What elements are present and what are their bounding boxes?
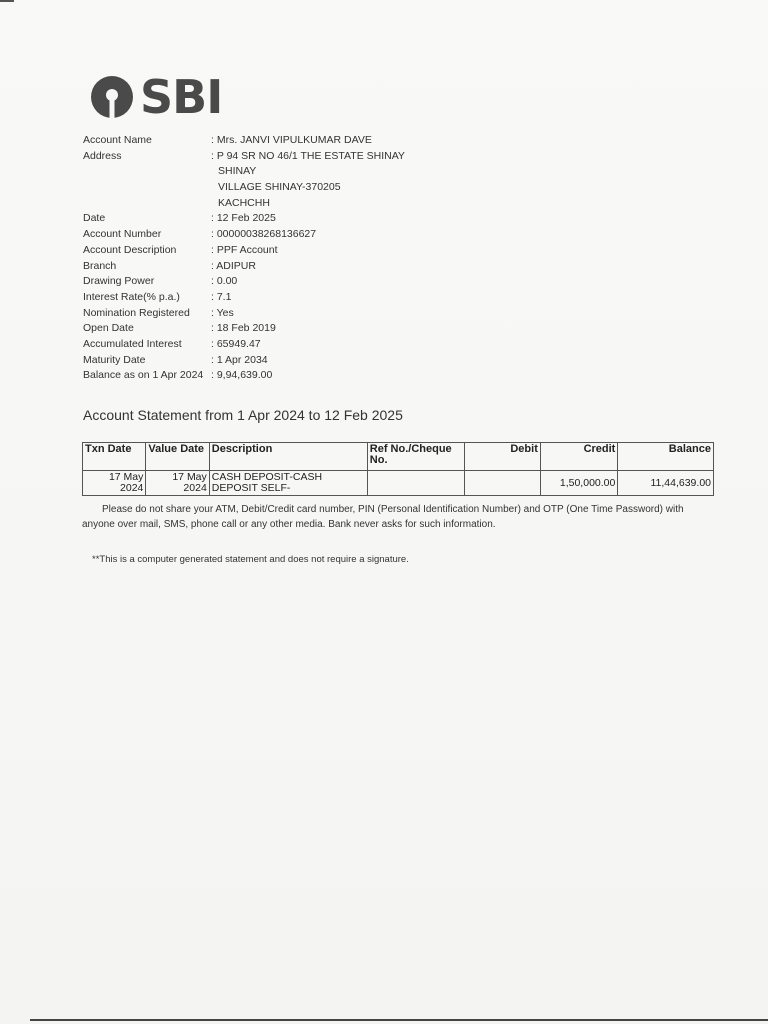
- cell-value-date: 17 May 2024: [146, 471, 209, 496]
- info-label: Interest Rate(% p.a.): [83, 290, 180, 303]
- cell-description: CASH DEPOSIT-CASH DEPOSIT SELF-: [209, 471, 367, 496]
- sbi-logo-text: SBI: [140, 70, 223, 124]
- header-description: Description: [209, 443, 367, 471]
- cell-ref-no: [367, 471, 465, 496]
- info-value: : 1 Apr 2034: [211, 353, 268, 366]
- info-value: KACHCHH: [218, 196, 270, 209]
- info-value: : Yes: [211, 306, 234, 319]
- info-value: : 0.00: [211, 275, 238, 288]
- info-value: : Mrs. JANVI VIPULKUMAR DAVE: [211, 134, 372, 146]
- header-credit: Credit: [540, 443, 617, 471]
- info-value: : P 94 SR NO 46/1 THE ESTATE SHINAY: [211, 149, 405, 162]
- info-value: : 7.1: [211, 290, 232, 303]
- info-value: SHINAY: [218, 165, 257, 178]
- table-row: [83, 471, 714, 496]
- info-label: Drawing Power: [83, 275, 155, 288]
- info-label: Account Name: [83, 134, 152, 146]
- info-value: : 65949.47: [211, 337, 261, 350]
- transaction-table: [82, 442, 714, 496]
- header-txn-date: Txn Date: [83, 443, 146, 471]
- info-label: Account Number: [83, 228, 162, 241]
- info-value: : 9,94,639.00: [211, 369, 273, 382]
- info-value: VILLAGE SHINAY-370205: [218, 181, 341, 194]
- header-debit: Debit: [465, 443, 540, 471]
- info-label: Balance as on 1 Apr 2024: [83, 369, 204, 382]
- info-value: : 00000038268136627: [211, 228, 317, 241]
- info-label: Open Date: [83, 322, 134, 335]
- scan-mark: [0, 0, 14, 2]
- info-value: : ADIPUR: [211, 259, 256, 272]
- info-label: Account Description: [83, 243, 177, 256]
- info-value: : 12 Feb 2025: [211, 212, 276, 225]
- sbi-logo: [90, 70, 223, 124]
- info-value: : 18 Feb 2019: [211, 322, 276, 335]
- info-label: Date: [83, 212, 106, 225]
- info-label: Address: [83, 149, 122, 162]
- statement-title: Account Statement from 1 Apr 2024 to 12 Feb 2025: [83, 407, 403, 423]
- info-label: Maturity Date: [83, 353, 146, 366]
- header-value-date: Value Date: [146, 443, 209, 471]
- cell-credit: 1,50,000.00: [540, 471, 617, 496]
- info-label: Branch: [83, 259, 117, 272]
- header-ref-no: Ref No./Cheque No.: [367, 443, 465, 471]
- scan-edge-line: [30, 1019, 768, 1021]
- info-label: Nomination Registered: [83, 306, 190, 319]
- computer-generated-note: **This is a computer generated statement and does not require a signature.: [92, 554, 409, 565]
- cell-balance: 11,44,639.00: [618, 471, 714, 496]
- table-header-row: [83, 443, 714, 471]
- info-value: : PPF Account: [211, 243, 278, 256]
- info-label: Accumulated Interest: [83, 337, 182, 350]
- cell-txn-date: 17 May 2024: [83, 471, 146, 496]
- sbi-keyhole-icon: [90, 75, 134, 119]
- header-balance: Balance: [618, 443, 714, 471]
- cell-debit: [465, 471, 540, 496]
- security-note: Please do not share your ATM, Debit/Credit card number, PIN (Personal Identification Number) and OTP (One Time Password) with anyone over mail, SMS, phone call or any other media. Bank never asks for such information.: [82, 504, 684, 530]
